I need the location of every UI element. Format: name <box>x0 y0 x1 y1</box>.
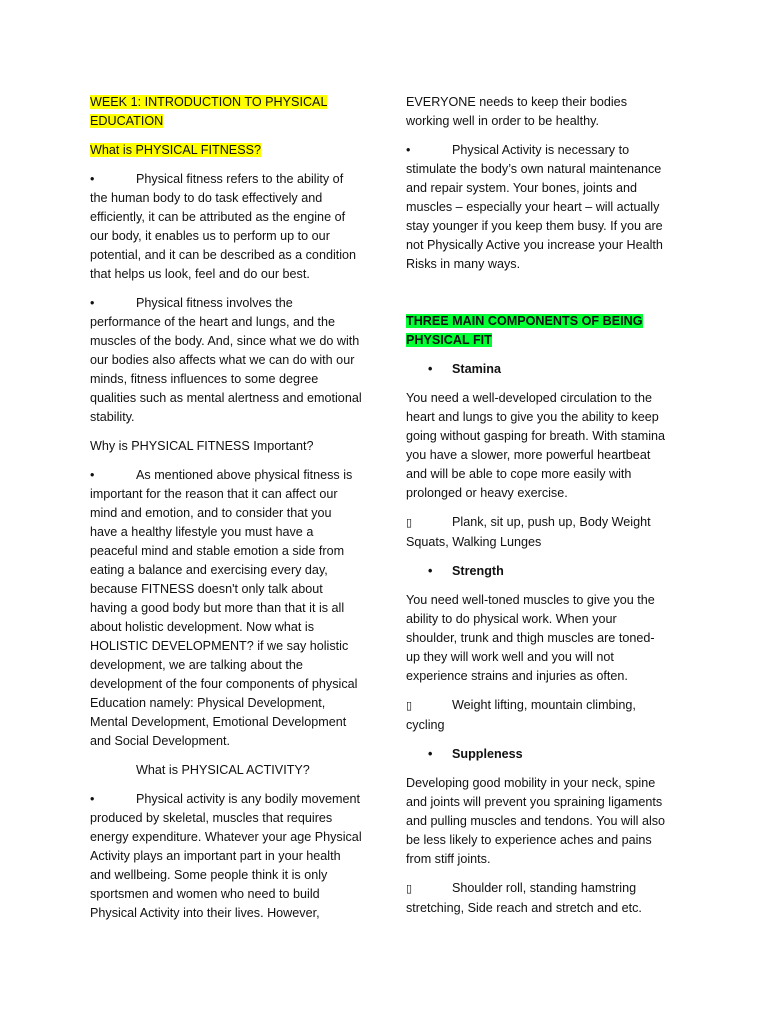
component-stamina: • Stamina <box>406 360 668 379</box>
paragraph: You need well-toned muscles to give you the ability to do physical work. When your shoulder, trunk and thigh muscles are toned-up they will work well and you will not experience strains and injuries as often. <box>406 593 655 683</box>
week-title-text: WEEK 1: INTRODUCTION TO PHYSICAL EDUCATION <box>90 95 328 128</box>
bullet-icon: • <box>90 792 95 806</box>
week-title <box>90 93 362 131</box>
question-fitness-text: What is PHYSICAL FITNESS? <box>90 143 261 157</box>
example-list: ▯ Weight lifting, mountain climbing, cycling <box>406 698 636 732</box>
question-activity: What is PHYSICAL ACTIVITY? <box>136 763 310 777</box>
bullet-icon: • <box>90 296 95 310</box>
paragraph: • Physical fitness involves the performance of the heart and lungs, and the muscles of the body. And, since what we do with our bodies also affects what we can do with our minds, fitness influences to some degree qualities such as mental alertness and emotional stability. <box>90 296 362 424</box>
example-list: ▯ Plank, sit up, push up, Body Weight Squats, Walking Lunges <box>406 515 651 549</box>
component-strength: • Strength <box>406 562 668 581</box>
example-list: ▯ Shoulder roll, standing hamstring stretching, Side reach and stretch and etc. <box>406 881 642 915</box>
question-fitness <box>90 141 362 160</box>
paragraph: • Physical activity is any bodily movement produced by skeletal, muscles that requires energy expenditure. Whatever your age Physical Activity plays an important part in your health and wellbeing. Some people think it is only sportsmen and women who need to build Physical Activity into their lives. However, <box>90 792 362 920</box>
components-heading-text: THREE MAIN COMPONENTS OF BEING PHYSICAL FIT <box>406 314 643 347</box>
right-column <box>406 93 668 928</box>
paragraph: • As mentioned above physical fitness is important for the reason that it can affect our mind and emotion, and to consider that you have a healthy lifestyle you must have a peaceful mind and stable emotion a side from eating a balance and exercising every day, because FITNESS doesn't only talk about having a good body but more than that it is all about holistic development. Now what is HOLISTIC DEVELOPMENT? if we say holistic development, we are talking about the development of the four components of physical Education namely: Physical Development, Mental Development, Emotional Development and Social Development. <box>90 468 358 748</box>
paragraph: EVERYONE needs to keep their bodies working well in order to be healthy. <box>406 95 627 128</box>
bullet-icon: • <box>406 143 411 157</box>
bullet-icon: • <box>428 564 433 578</box>
bullet-icon: • <box>428 747 433 761</box>
question-importance: Why is PHYSICAL FITNESS Important? <box>90 439 314 453</box>
component-suppleness: • Suppleness <box>406 745 668 764</box>
paragraph: You need a well-developed circulation to the heart and lungs to give you the ability to keep going without gasping for breath. With stamina you have a slower, more powerful heartbeat and will be able to cope more easily with prolonged or heavy exercise. <box>406 391 666 500</box>
box-icon: ▯ <box>406 700 413 712</box>
paragraph: • Physical Activity is necessary to stimulate the body’s own natural maintenance and repair system. Your bones, joints and muscles – especially your heart – will actually stay younger if you keep them busy. If you are not Physically Active you increase your Health Risks in many ways. <box>406 143 663 271</box>
box-icon: ▯ <box>406 883 413 895</box>
components-heading <box>406 312 668 350</box>
bullet-icon: • <box>428 362 433 376</box>
paragraph: Developing good mobility in your neck, spine and joints will prevent you spraining ligaments and pulling muscles and tendons. You will also be less likely to experience aches and pains from stiff joints. <box>406 776 666 866</box>
box-icon: ▯ <box>406 517 413 529</box>
bullet-icon: • <box>90 172 95 186</box>
paragraph: • Physical fitness refers to the ability of the human body to do task effectively and efficiently, it can be attributed as the engine of our body, it enables us to perform up to our potential, and it can be described as a condition that helps us look, feel and do our best. <box>90 172 357 281</box>
bullet-icon: • <box>90 468 95 482</box>
left-column <box>90 93 362 933</box>
